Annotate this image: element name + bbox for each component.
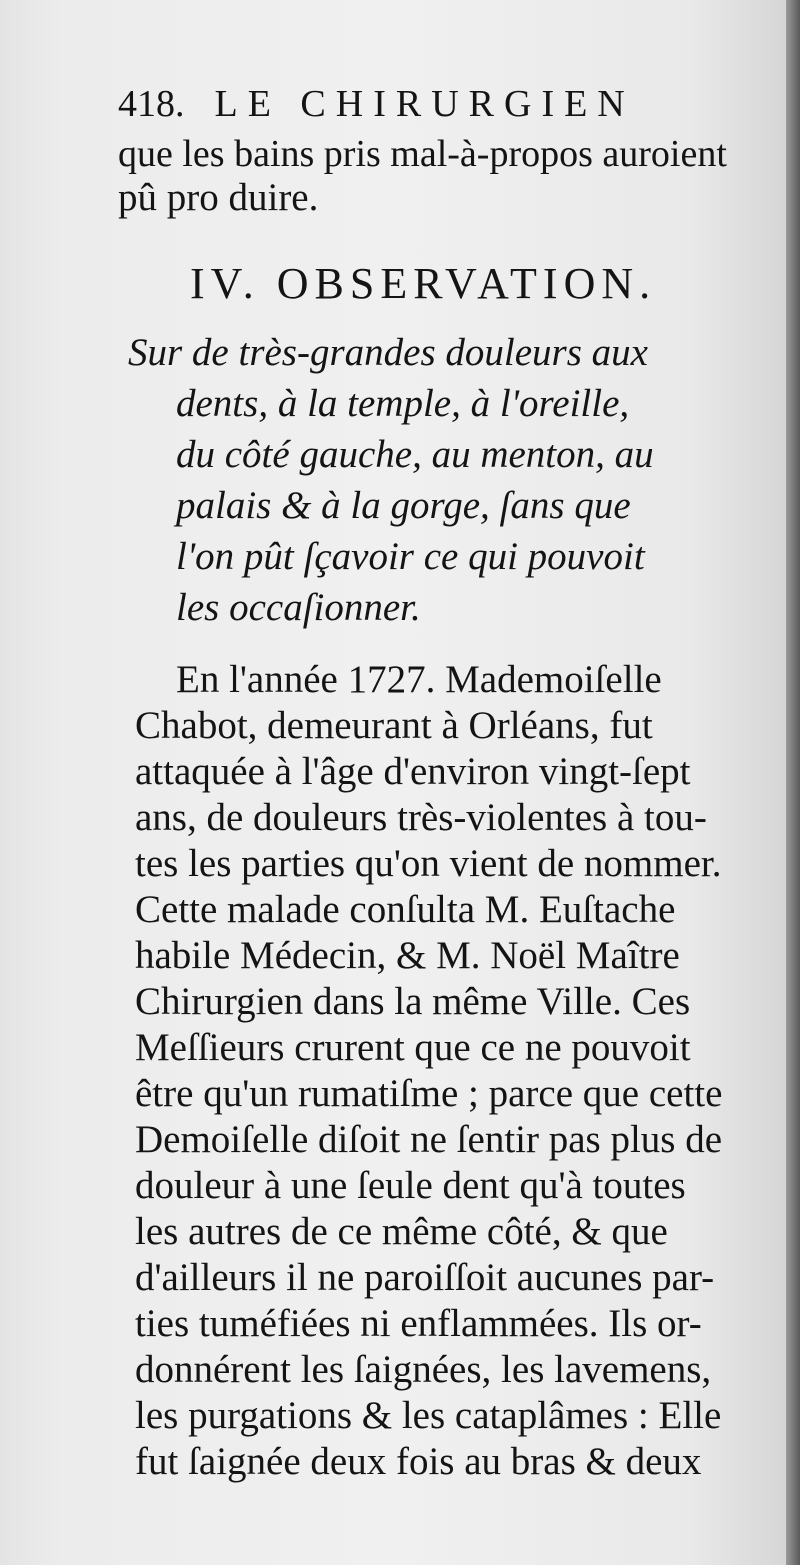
body-line: En l'année 1727. Mademoiſelle [176, 658, 662, 701]
body-line: fut ſaignée deux fois au bras & deux [135, 1440, 702, 1483]
body-line: Chirurgien dans la même Ville. Ces [135, 980, 691, 1023]
text-line: que les bains pris mal-à-propos auroient [118, 133, 727, 175]
subtitle-line: l'on pût ſçavoir ce qui pouvoit [176, 535, 645, 578]
body-line: donnérent les ſaignées, les lavemens, [135, 1348, 712, 1391]
body-line: être qu'un rumatiſme ; parce que cette [135, 1072, 723, 1115]
body-line: Cette malade conſulta M. Euſtache [135, 888, 676, 931]
body-line: Demoiſelle diſoit ne ſentir pas plus de [135, 1118, 723, 1161]
body-line: tes les parties qu'on vient de nommer. [135, 842, 722, 885]
running-title: LE CHIRURGIEN [214, 83, 635, 125]
subtitle-line: palais & à la gorge, ſans que [176, 484, 631, 527]
body-line: les purgations & les cataplâmes : Elle [135, 1394, 722, 1437]
body-line: les autres de ce même côté, & que [135, 1210, 668, 1253]
page-number: 418. [118, 83, 185, 125]
subtitle-line: dents, à la temple, à l'oreille, [176, 382, 630, 425]
subtitle-line: Sur de très-grandes douleurs aux [128, 331, 648, 374]
body-line: douleur à une ſeule dent qu'à toutes [135, 1164, 686, 1207]
body-line: habile Médecin, & M. Noël Maître [135, 934, 680, 977]
subtitle-line: les occaſionner. [176, 586, 421, 629]
page-edge [786, 0, 800, 1565]
text-line: pû pro duire. [118, 176, 319, 219]
body-line: ans, de douleurs très-violentes à tou- [135, 796, 707, 839]
running-header [118, 82, 718, 132]
body-line: d'ailleurs il ne paroiſſoit aucunes par- [135, 1256, 715, 1299]
body-line: attaquée à l'âge d'environ vingt-ſept [135, 750, 691, 793]
subtitle-line: du côté gauche, au menton, au [176, 433, 654, 476]
body-line: Chabot, demeurant à Orléans, fut [135, 704, 653, 747]
observation-title: IV. OBSERVATION. [190, 259, 657, 308]
body-line: ties tuméfiées ni enflammées. Ils or- [135, 1302, 702, 1345]
body-line: Meſſieurs crurent que ce ne pouvoit [135, 1026, 691, 1069]
